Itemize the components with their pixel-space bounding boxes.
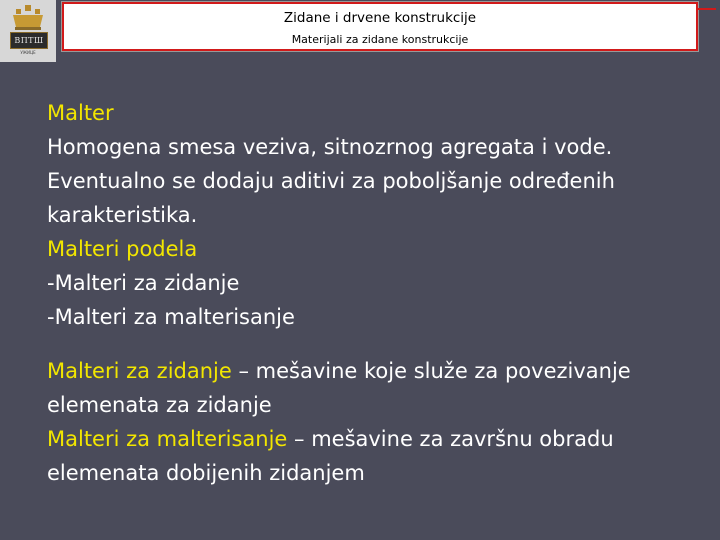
- logo-subtext: УЖИЦЕ: [20, 50, 36, 55]
- crown-icon: [10, 5, 46, 31]
- header-subtitle: Materijali za zidane konstrukcije: [291, 33, 469, 46]
- classification-item-2: -Malteri za malterisanje: [47, 305, 295, 329]
- logo-plate: ВПТШ: [10, 32, 48, 49]
- header-title: Zidane i drvene konstrukcije: [283, 10, 477, 26]
- term1-line-1: [47, 354, 697, 388]
- definition-line-3: karakteristika.: [47, 203, 198, 227]
- term2-description: – mešavine za završnu obradu: [287, 427, 614, 451]
- section-heading: Malter: [47, 101, 114, 125]
- term2-line-2: elemenata dobijenih zidanjem: [47, 461, 365, 485]
- term2-label: Malteri za malterisanje: [47, 427, 288, 451]
- term2-line-1: [47, 422, 697, 456]
- classification-item-1: -Malteri za zidanje: [47, 271, 240, 295]
- slide-content: [47, 96, 697, 490]
- term1-line-2: elemenata za zidanje: [47, 393, 272, 417]
- slide-header: [62, 2, 698, 51]
- institution-logo: [0, 0, 56, 62]
- term1-description: – mešavine koje služe za povezivanje: [231, 359, 631, 383]
- term1-label: Malteri za zidanje: [47, 359, 232, 383]
- classification-heading: Malteri podela: [47, 237, 198, 261]
- definition-line-1: Homogena smesa veziva, sitnozrnog agregata i vode.: [47, 135, 613, 159]
- corner-accent-line: [698, 8, 716, 10]
- definition-line-2: Eventualno se dodaju aditivi za poboljšanje određenih: [47, 169, 615, 193]
